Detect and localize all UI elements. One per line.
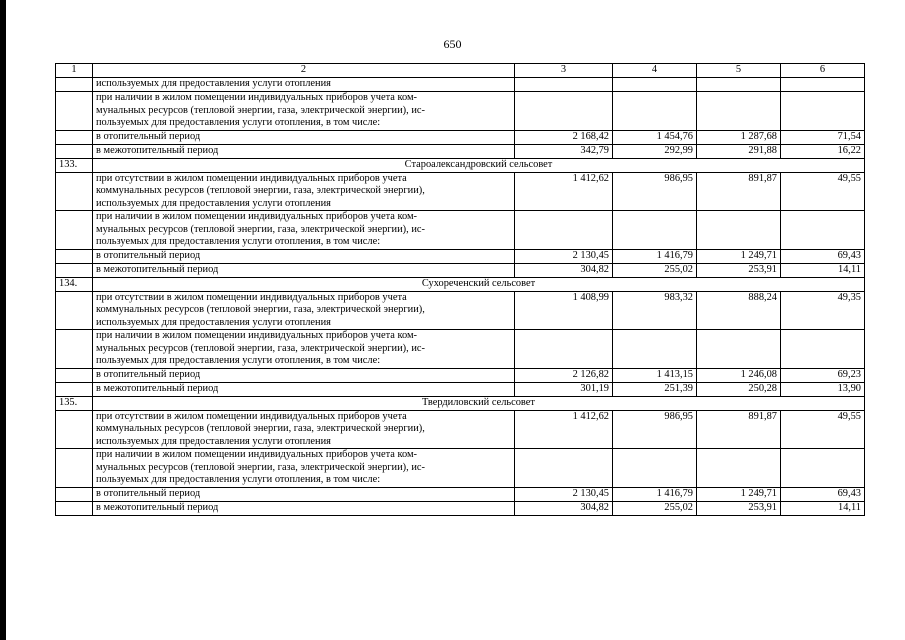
value-cell <box>697 92 781 131</box>
description-line: мунальных ресурсов (тепловой энергии, газа, электрической энергии), ис- <box>96 342 425 354</box>
row-number-cell <box>56 130 93 144</box>
table-row <box>56 368 865 382</box>
table-row <box>56 487 865 501</box>
description-line: при отсутствии в жилом помещении индивидуальных приборов учета <box>96 291 407 303</box>
value-cell <box>613 211 697 250</box>
description-line: при наличии в жилом помещении индивидуальных приборов учета ком- <box>96 92 418 103</box>
value-cell: 891,87 <box>697 172 781 211</box>
value-cell: 253,91 <box>697 501 781 515</box>
table-row <box>56 263 865 277</box>
value-cell: 253,91 <box>697 263 781 277</box>
row-number-cell <box>56 78 93 92</box>
description-line: коммунальных ресурсов (тепловой энергии, газа, электрической энергии), <box>96 304 425 315</box>
row-description: в отопительный период <box>93 368 515 382</box>
description-line: мунальных ресурсов (тепловой энергии, газа, электрической энергии), ис- <box>96 461 425 473</box>
value-cell: 291,88 <box>697 144 781 158</box>
row-number-cell <box>56 92 93 131</box>
value-cell: 71,54 <box>781 130 865 144</box>
table-row <box>56 382 865 396</box>
value-cell: 1 416,79 <box>613 487 697 501</box>
value-cell <box>515 211 613 250</box>
value-cell <box>781 330 865 369</box>
description-line: используемых для предоставления услуги отопления <box>96 197 331 209</box>
row-description: используемых для предоставления услуги отопления <box>93 78 515 92</box>
value-cell <box>515 78 613 92</box>
table-row <box>56 249 865 263</box>
value-cell <box>515 449 613 488</box>
section-title: Староалександровский сельсовет <box>93 158 865 172</box>
description-line: коммунальных ресурсов (тепловой энергии, газа, электрической энергии), <box>96 423 425 434</box>
value-cell: 250,28 <box>697 382 781 396</box>
value-cell <box>613 92 697 131</box>
value-cell: 2 168,42 <box>515 130 613 144</box>
table-row <box>56 78 865 92</box>
value-cell: 69,43 <box>781 487 865 501</box>
description-line: используемых для предоставления услуги отопления <box>96 435 331 447</box>
description-line: используемых для предоставления услуги отопления <box>96 316 331 328</box>
description-line: при отсутствии в жилом помещении индивидуальных приборов учета <box>96 410 407 422</box>
column-number: 3 <box>515 64 613 78</box>
row-description <box>93 410 515 449</box>
row-number-cell <box>56 291 93 330</box>
value-cell <box>515 330 613 369</box>
value-cell: 69,23 <box>781 368 865 382</box>
value-cell: 1 408,99 <box>515 291 613 330</box>
value-cell <box>613 449 697 488</box>
table-row <box>56 172 865 211</box>
column-number: 4 <box>613 64 697 78</box>
value-cell: 14,11 <box>781 501 865 515</box>
row-number-cell <box>56 249 93 263</box>
value-cell: 986,95 <box>613 172 697 211</box>
value-cell <box>697 211 781 250</box>
section-title: Сухореченский сельсовет <box>93 277 865 291</box>
row-description: в межотопительный период <box>93 144 515 158</box>
column-number: 2 <box>93 64 515 78</box>
value-cell: 49,35 <box>781 291 865 330</box>
value-cell: 342,79 <box>515 144 613 158</box>
value-cell <box>697 78 781 92</box>
value-cell: 2 126,82 <box>515 368 613 382</box>
value-cell: 1 416,79 <box>613 249 697 263</box>
row-number-cell <box>56 144 93 158</box>
page-number: 650 <box>443 37 462 51</box>
row-number-cell <box>56 410 93 449</box>
row-description <box>93 92 515 131</box>
description-line: мунальных ресурсов (тепловой энергии, газа, электрической энергии), ис- <box>96 104 425 116</box>
row-description <box>93 330 515 369</box>
value-cell <box>515 92 613 131</box>
description-line: при наличии в жилом помещении индивидуальных приборов учета ком- <box>96 449 418 460</box>
value-cell: 13,90 <box>781 382 865 396</box>
value-cell: 255,02 <box>613 501 697 515</box>
row-number-cell <box>56 263 93 277</box>
description-line: при наличии в жилом помещении индивидуальных приборов учета ком- <box>96 211 418 222</box>
tariff-table <box>55 63 865 516</box>
description-line: пользуемых для предоставления услуги отопления, в том числе: <box>96 355 381 366</box>
value-cell: 49,55 <box>781 410 865 449</box>
value-cell: 1 246,08 <box>697 368 781 382</box>
description-line: мунальных ресурсов (тепловой энергии, газа, электрической энергии), ис- <box>96 223 425 235</box>
row-description: в отопительный период <box>93 130 515 144</box>
row-description: в отопительный период <box>93 487 515 501</box>
column-number: 5 <box>697 64 781 78</box>
value-cell: 986,95 <box>613 410 697 449</box>
value-cell: 16,22 <box>781 144 865 158</box>
row-number-cell <box>56 501 93 515</box>
scan-edge-bar <box>0 0 6 640</box>
table-row <box>56 501 865 515</box>
row-number-cell <box>56 211 93 250</box>
value-cell <box>697 449 781 488</box>
value-cell: 1 454,76 <box>613 130 697 144</box>
value-cell <box>781 211 865 250</box>
value-cell: 255,02 <box>613 263 697 277</box>
row-description: в межотопительный период <box>93 501 515 515</box>
row-number-cell <box>56 382 93 396</box>
table-row <box>56 211 865 250</box>
table-row <box>56 144 865 158</box>
section-number: 134. <box>56 277 93 291</box>
section-header-row <box>56 396 865 410</box>
row-number-cell <box>56 172 93 211</box>
value-cell: 304,82 <box>515 501 613 515</box>
table-row <box>56 92 865 131</box>
description-line: при отсутствии в жилом помещении индивидуальных приборов учета <box>96 172 407 184</box>
value-cell <box>781 449 865 488</box>
value-cell: 69,43 <box>781 249 865 263</box>
value-cell <box>613 78 697 92</box>
value-cell: 1 412,62 <box>515 410 613 449</box>
column-number: 6 <box>781 64 865 78</box>
value-cell: 1 412,62 <box>515 172 613 211</box>
table-row <box>56 130 865 144</box>
description-line: при наличии в жилом помещении индивидуальных приборов учета ком- <box>96 330 418 341</box>
description-line: пользуемых для предоставления услуги отопления, в том числе: <box>96 117 381 128</box>
row-description: в межотопительный период <box>93 382 515 396</box>
column-number: 1 <box>56 64 93 78</box>
row-description <box>93 291 515 330</box>
value-cell: 1 287,68 <box>697 130 781 144</box>
column-number-row <box>56 64 865 78</box>
value-cell: 292,99 <box>613 144 697 158</box>
value-cell: 2 130,45 <box>515 249 613 263</box>
table-row <box>56 449 865 488</box>
row-description <box>93 449 515 488</box>
value-cell: 983,32 <box>613 291 697 330</box>
section-header-row <box>56 158 865 172</box>
section-number: 133. <box>56 158 93 172</box>
description-line: пользуемых для предоставления услуги отопления, в том числе: <box>96 236 381 247</box>
table-row <box>56 330 865 369</box>
row-number-cell <box>56 330 93 369</box>
value-cell <box>697 330 781 369</box>
value-cell: 14,11 <box>781 263 865 277</box>
section-header-row <box>56 277 865 291</box>
value-cell: 1 249,71 <box>697 487 781 501</box>
section-title: Твердиловский сельсовет <box>93 396 865 410</box>
value-cell: 251,39 <box>613 382 697 396</box>
value-cell <box>781 78 865 92</box>
row-description: в межотопительный период <box>93 263 515 277</box>
value-cell: 304,82 <box>515 263 613 277</box>
table-row <box>56 291 865 330</box>
description-line: пользуемых для предоставления услуги отопления, в том числе: <box>96 474 381 485</box>
value-cell: 1 413,15 <box>613 368 697 382</box>
value-cell: 888,24 <box>697 291 781 330</box>
value-cell <box>781 92 865 131</box>
row-number-cell <box>56 368 93 382</box>
value-cell: 1 249,71 <box>697 249 781 263</box>
description-line: коммунальных ресурсов (тепловой энергии, газа, электрической энергии), <box>96 185 425 196</box>
row-number-cell <box>56 449 93 488</box>
row-description: в отопительный период <box>93 249 515 263</box>
value-cell: 2 130,45 <box>515 487 613 501</box>
value-cell: 49,55 <box>781 172 865 211</box>
row-description <box>93 211 515 250</box>
value-cell <box>613 330 697 369</box>
section-number: 135. <box>56 396 93 410</box>
row-number-cell <box>56 487 93 501</box>
value-cell: 891,87 <box>697 410 781 449</box>
row-description <box>93 172 515 211</box>
value-cell: 301,19 <box>515 382 613 396</box>
table-row <box>56 410 865 449</box>
